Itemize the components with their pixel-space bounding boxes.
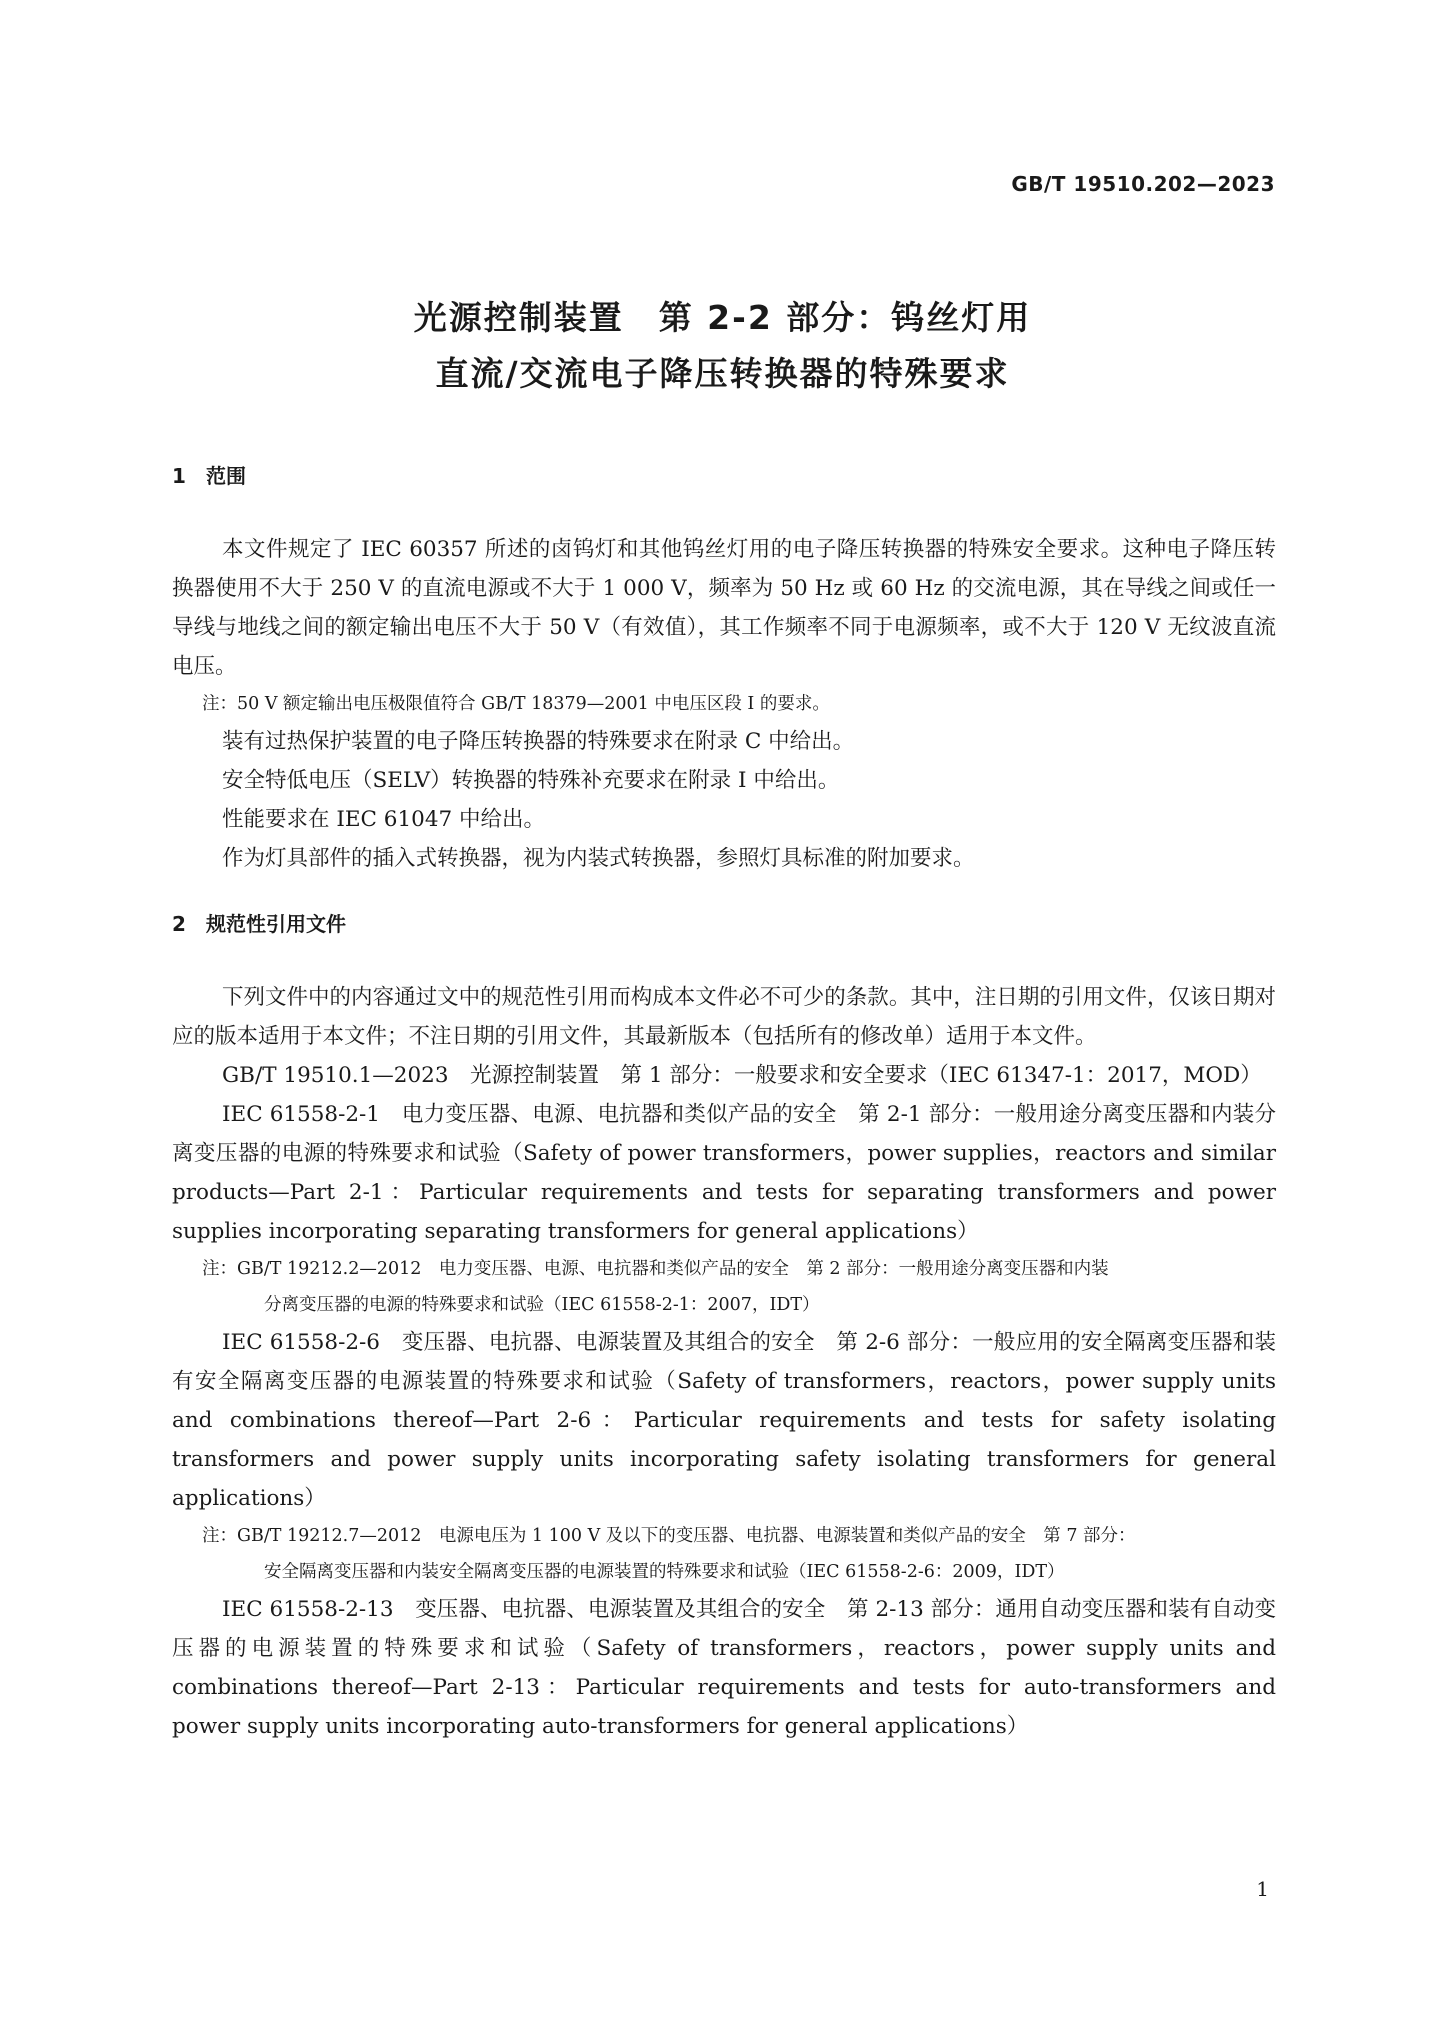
- reference-item: IEC 61558-2-6 变压器、电抗器、电源装置及其组合的安全 第 2-6 部分：一般应用的安全隔离变压器和装有安全隔离变压器的电源装置的特殊要求和试验（Safety of transformers，reactors，power supply units and combinations thereof—Part 2-6：Particular requirements and tests for safety isolating transformers and power supply units incorporating safety isolating transformers for general applications）: [172, 1330, 1276, 1511]
- scope-paragraph-annex-c: 装有过热保护装置的电子降压转换器的特殊要求在附录 C 中给出。: [222, 729, 855, 754]
- section-number: 2: [172, 912, 186, 936]
- scope-paragraph: 本文件规定了 IEC 60357 所述的卤钨灯和其他钨丝灯用的电子降压转换器的特殊安全要求。这种电子降压转换器使用不大于 250 V 的直流电源或不大于 1 000 V，频率为 50 Hz 或 60 Hz 的交流电源，其在导线之间或任一导线与地线之间的额定输出电压不大于 50 V（有效值），其工作频率不同于电源频率，或不大于 120 V 无纹波直流电压。: [172, 537, 1276, 679]
- section-heading-scope: [172, 460, 1276, 500]
- title-line-1: 光源控制装置 第 2-2 部分：钨丝灯用: [413, 298, 1032, 337]
- section-title: 范围: [206, 464, 246, 488]
- reference-item: IEC 61558-2-13 变压器、电抗器、电源装置及其组合的安全 第 2-13 部分：通用自动变压器和装有自动变压器的电源装置的特殊要求和试验（Safety of transformers，reactors，power supply units and combinations thereof—Part 2-13：Particular requirements and tests for auto-transformers and power supply units incorporating auto-transformers for general applications）: [172, 1597, 1276, 1739]
- reference-note-line: 分离变压器的电源的特殊要求和试验（IEC 61558-2-1：2007，IDT）: [264, 1295, 820, 1315]
- page-number: 1: [1256, 1877, 1269, 1901]
- reference-item: GB/T 19510.1—2023 光源控制装置 第 1 部分：一般要求和安全要求（IEC 61347-1：2017，MOD）: [222, 1063, 1262, 1088]
- section-number: 1: [172, 464, 186, 488]
- title-line-2: 直流/交流电子降压转换器的特殊要求: [435, 354, 1010, 393]
- reference-note-line: 注：GB/T 19212.7—2012 电源电压为 1 100 V 及以下的变压器、电抗器、电源装置和类似产品的安全 第 7 部分：: [202, 1526, 1136, 1546]
- reference-item: IEC 61558-2-1 电力变压器、电源、电抗器和类似产品的安全 第 2-1 部分：一般用途分离变压器和内装分离变压器的电源的特殊要求和试验（Safety of power transformers，power supplies，reactors and similar products—Part 2-1：Particular requirements and tests for separating transformers and power supplies incorporating separating transformers for general applications）: [172, 1102, 1276, 1244]
- standard-code: GB/T 19510.202—2023: [1011, 172, 1275, 196]
- document-title: [0, 290, 1445, 402]
- reference-note-line: 注：GB/T 19212.2—2012 电力变压器、电源、电抗器和类似产品的安全 第 2 部分：一般用途分离变压器和内装: [202, 1259, 1109, 1279]
- scope-paragraph-annex-i: 安全特低电压（SELV）转换器的特殊补充要求在附录 I 中给出。: [222, 768, 840, 793]
- section-title: 规范性引用文件: [206, 912, 346, 936]
- reference-note-line: 安全隔离变压器和内装安全隔离变压器的电源装置的特殊要求和试验（IEC 61558-2-6：2009，IDT）: [264, 1562, 1065, 1582]
- scope-paragraph-performance: 性能要求在 IEC 61047 中给出。: [222, 807, 546, 832]
- section-heading-normative-references: [172, 908, 1276, 948]
- scope-paragraph-plug-in: 作为灯具部件的插入式转换器，视为内装式转换器，参照灯具标准的附加要求。: [222, 846, 975, 871]
- references-intro: 下列文件中的内容通过文中的规范性引用而构成本文件必不可少的条款。其中，注日期的引用文件，仅该日期对应的版本适用于本文件；不注日期的引用文件，其最新版本（包括所有的修改单）适用于本文件。: [172, 985, 1276, 1049]
- document-body: [172, 460, 1276, 1746]
- scope-note: 注：50 V 额定输出电压极限值符合 GB/T 18379—2001 中电压区段 I 的要求。: [202, 694, 830, 714]
